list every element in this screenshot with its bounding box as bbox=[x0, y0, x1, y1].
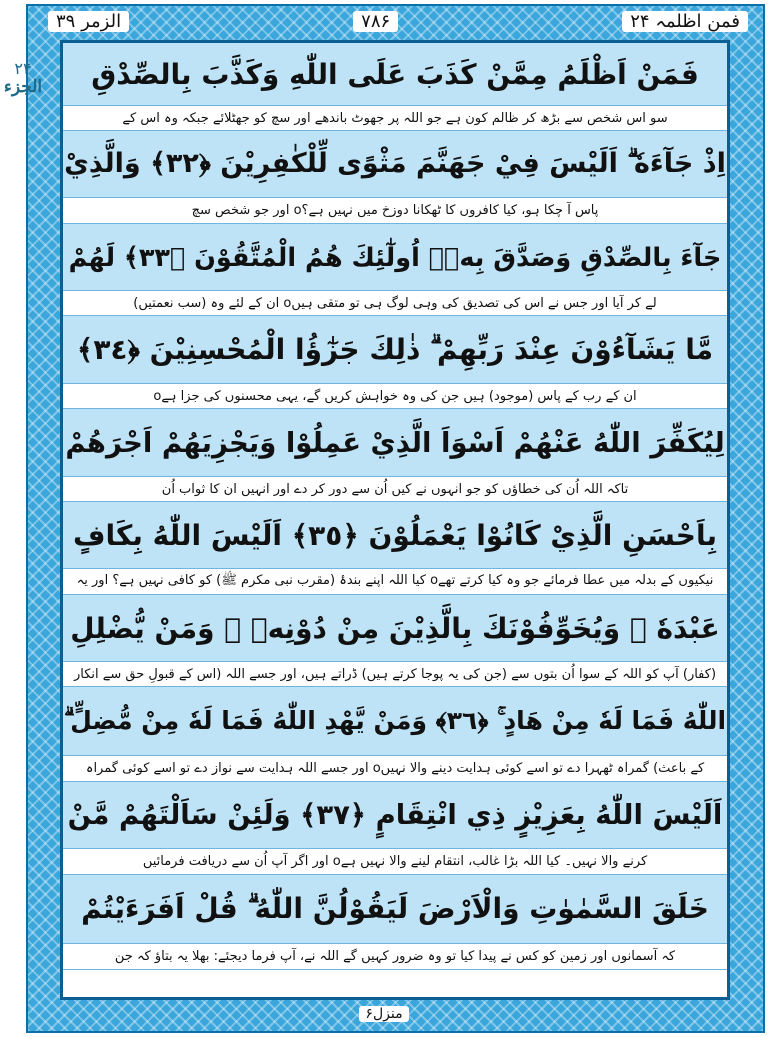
urdu-line-1: سو اس شخص سے بڑھ کر ظالم کون ہے جو اللہ پر جھوٹ باندھے اور سچ کو جھٹلائے جبکہ وہ اس کے bbox=[63, 105, 727, 131]
arabic-line-4: مَّا يَشَآءُوْنَ عِنْدَ رَبِّهِمْ ۗ ذٰلِكَ جَزٰٓؤُا الْمُحْسِنِيْنَ ﴿٣٤﴾ bbox=[63, 316, 727, 383]
urdu-line-9: کرنے والا نہیں۔ کیا اللہ بڑا غالب، انتقام لینے والا نہیں ہےo اور اگر آپ اُن سے دریافت فرمائیں bbox=[63, 848, 727, 875]
footer-manzil: منزل۶ bbox=[359, 1006, 408, 1022]
juz-number: ۲۴ bbox=[14, 59, 32, 78]
arabic-line-6: بِاَحْسَنِ الَّذِيْ كَانُوْا يَعْمَلُوْنَ ﴿٣٥﴾ اَلَيْسَ اللّٰهُ بِكَافٍ bbox=[63, 502, 727, 568]
arabic-line-5: لِيُكَفِّرَ اللّٰهُ عَنْهُمْ اَسْوَاَ الَّذِيْ عَمِلُوْا وَيَجْزِيَهُمْ اَجْرَهُمْ bbox=[63, 409, 727, 476]
arabic-line-7: عَبْدَهٗ ۗ وَيُخَوِّفُوْنَكَ بِالَّذِيْنَ مِنْ دُوْنِهٖ ۗ وَمَنْ يُّضْلِلِ bbox=[63, 595, 727, 661]
juz-word: الجزء bbox=[3, 76, 43, 97]
urdu-line-5: تاکہ اللہ اُن کی خطاؤں کو جو انہوں نے کیں اُن سے دور کر دے اور انہیں ان کا ثواب اُن bbox=[63, 476, 727, 502]
page-footer bbox=[0, 1006, 768, 1022]
header-surah-name: الزمر ۳۹ bbox=[48, 11, 129, 32]
text-frame bbox=[60, 40, 730, 1000]
header-para-name: فمن اظلمہ ۲۴ bbox=[622, 11, 748, 32]
header-page-number: ۷۸۶ bbox=[353, 11, 398, 32]
arabic-line-1: فَمَنْ اَظْلَمُ مِمَّنْ كَذَبَ عَلَى اللّٰهِ وَكَذَّبَ بِالصِّدْقِ bbox=[63, 43, 727, 105]
urdu-line-8: کے باعث) گمراہ ٹھہرا دے تو اسے کوئی ہدایت دینے والا نہیںo اور جسے اللہ ہدایت سے نواز دے تو اسے کوئی گمراہ bbox=[63, 755, 727, 782]
juz-marker bbox=[0, 60, 46, 96]
page-header bbox=[48, 8, 748, 34]
urdu-line-3: لے کر آیا اور جس نے اس کی تصدیق کی وہی لوگ ہی تو متقی ہیںo ان کے لئے وہ (سب نعمتیں) bbox=[63, 290, 727, 316]
urdu-line-10: کہ آسمانوں اور زمین کو کس نے پیدا کیا تو وہ ضرور کہیں گے اللہ نے، آپ فرما دیجئے: بھلا یہ بتاؤ کہ جن bbox=[63, 943, 727, 970]
urdu-line-2: پاس آ چکا ہو، کیا کافروں کا ٹھکانا دوزخ میں نہیں ہے؟o اور جو شخص سچ bbox=[63, 197, 727, 224]
urdu-line-4: ان کے رب کے پاس (موجود) ہیں جن کی وہ خواہش کریں گے، یہی محسنوں کی جزا ہےo bbox=[63, 383, 727, 409]
arabic-line-9: اَلَيْسَ اللّٰهُ بِعَزِيْزٍ ذِي انْتِقَامٍ ﴿٣٧﴾ وَلَئِنْ سَاَلْتَهُمْ مَّنْ bbox=[63, 782, 727, 848]
urdu-line-6: نیکیوں کے بدلہ میں عطا فرمائے جو وہ کیا کرتے تھےo کیا اللہ اپنے بندۂ (مقرب نبی مکرم ﷺ) کو کافی نہیں ہے؟ اور یہ bbox=[63, 568, 727, 595]
arabic-line-10: خَلَقَ السَّمٰوٰتِ وَالْاَرْضَ لَيَقُوْلُنَّ اللّٰهُ ۗ قُلْ اَفَرَءَيْتُمْ bbox=[63, 875, 727, 943]
urdu-line-7: (کفار) آپ کو اللہ کے سوا اُن بتوں سے (جن کی یہ پوجا کرتے ہیں) ڈراتے ہیں، اور جسے اللہ (اس کے قبولِ حق سے انکار bbox=[63, 661, 727, 687]
arabic-line-2: اِذْ جَآءَهٗ ۗ اَلَيْسَ فِيْ جَهَنَّمَ مَثْوًى لِّلْكٰفِرِيْنَ ﴿٣٢﴾ وَالَّذِيْ bbox=[63, 131, 727, 197]
arabic-line-3: جَآءَ بِالصِّدْقِ وَصَدَّقَ بِهٖۤ اُولٰٓئِكَ هُمُ الْمُتَّقُوْنَ ﴿٣٣﴾ لَهُمْ bbox=[63, 224, 727, 290]
arabic-line-8: اللّٰهُ فَمَا لَهٗ مِنْ هَادٍ ۚ ﴿٣٦﴾ وَمَنْ يَّهْدِ اللّٰهُ فَمَا لَهٗ مِنْ مُّضِلٍّ ۗ bbox=[63, 687, 727, 755]
